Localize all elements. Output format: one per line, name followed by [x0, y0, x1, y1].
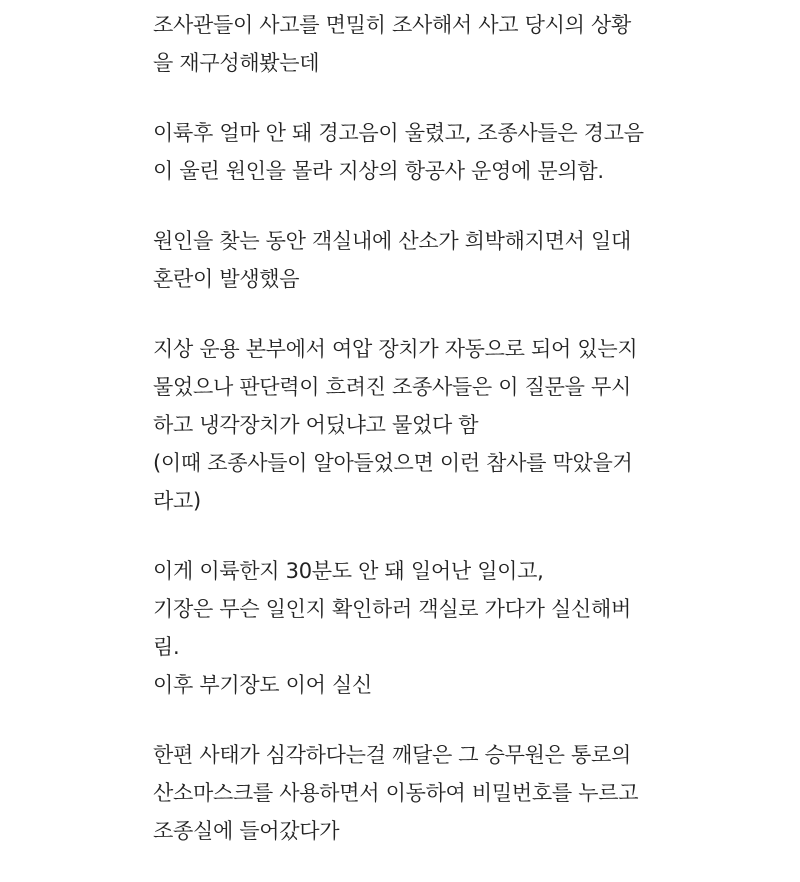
- paragraph: [153, 6, 673, 82]
- text-line: 이후 부기장도 이어 실신: [153, 673, 372, 697]
- text-line: 지상 운용 본부에서 여압 장치가 자동으로 되어 있는지: [153, 337, 638, 361]
- text-line: 이륙후 얼마 안 돼 경고음이 울렸고, 조종사들은 경고음: [153, 121, 644, 145]
- text-line: 물었으나 판단력이 흐려진 조종사들은 이 질문을 무시: [153, 375, 631, 399]
- text-line: 원인을 찾는 동안 객실내에 산소가 희박해지면서 일대: [153, 229, 631, 253]
- text-line: 기장은 무슨 일인지 확인하러 객실로 가다가 실신해버: [153, 597, 631, 621]
- text-line: 을 재구성해봤는데: [153, 51, 320, 75]
- paragraph: [153, 222, 673, 298]
- paragraph: [153, 114, 673, 190]
- text-line: 이게 이륙한지 30분도 안 돼 일어난 일이고,: [153, 559, 544, 583]
- paragraph: [153, 330, 673, 520]
- text-line: 림.: [153, 635, 180, 659]
- text-line: 라고): [153, 489, 201, 513]
- paragraph: [153, 736, 673, 850]
- article-body: [153, 6, 673, 882]
- paragraph: [153, 552, 673, 704]
- text-line: 이 울린 원인을 몰라 지상의 항공사 운영에 문의함.: [153, 159, 604, 183]
- text-line: 혼란이 발생했음: [153, 267, 300, 291]
- text-line: 산소마스크를 사용하면서 이동하여 비밀번호를 누르고: [153, 781, 639, 805]
- text-line: 조사관들이 사고를 면밀히 조사해서 사고 당시의 상황: [153, 13, 631, 37]
- text-line: 한편 사태가 심각하다는걸 깨달은 그 승무원은 통로의: [153, 743, 631, 767]
- text-line: 하고 냉각장치가 어딨냐고 물었다 함: [153, 413, 479, 437]
- text-line: (이때 조종사들이 알아들었으면 이런 참사를 막았을거: [153, 451, 633, 475]
- text-line: 조종실에 들어갔다가: [153, 819, 340, 843]
